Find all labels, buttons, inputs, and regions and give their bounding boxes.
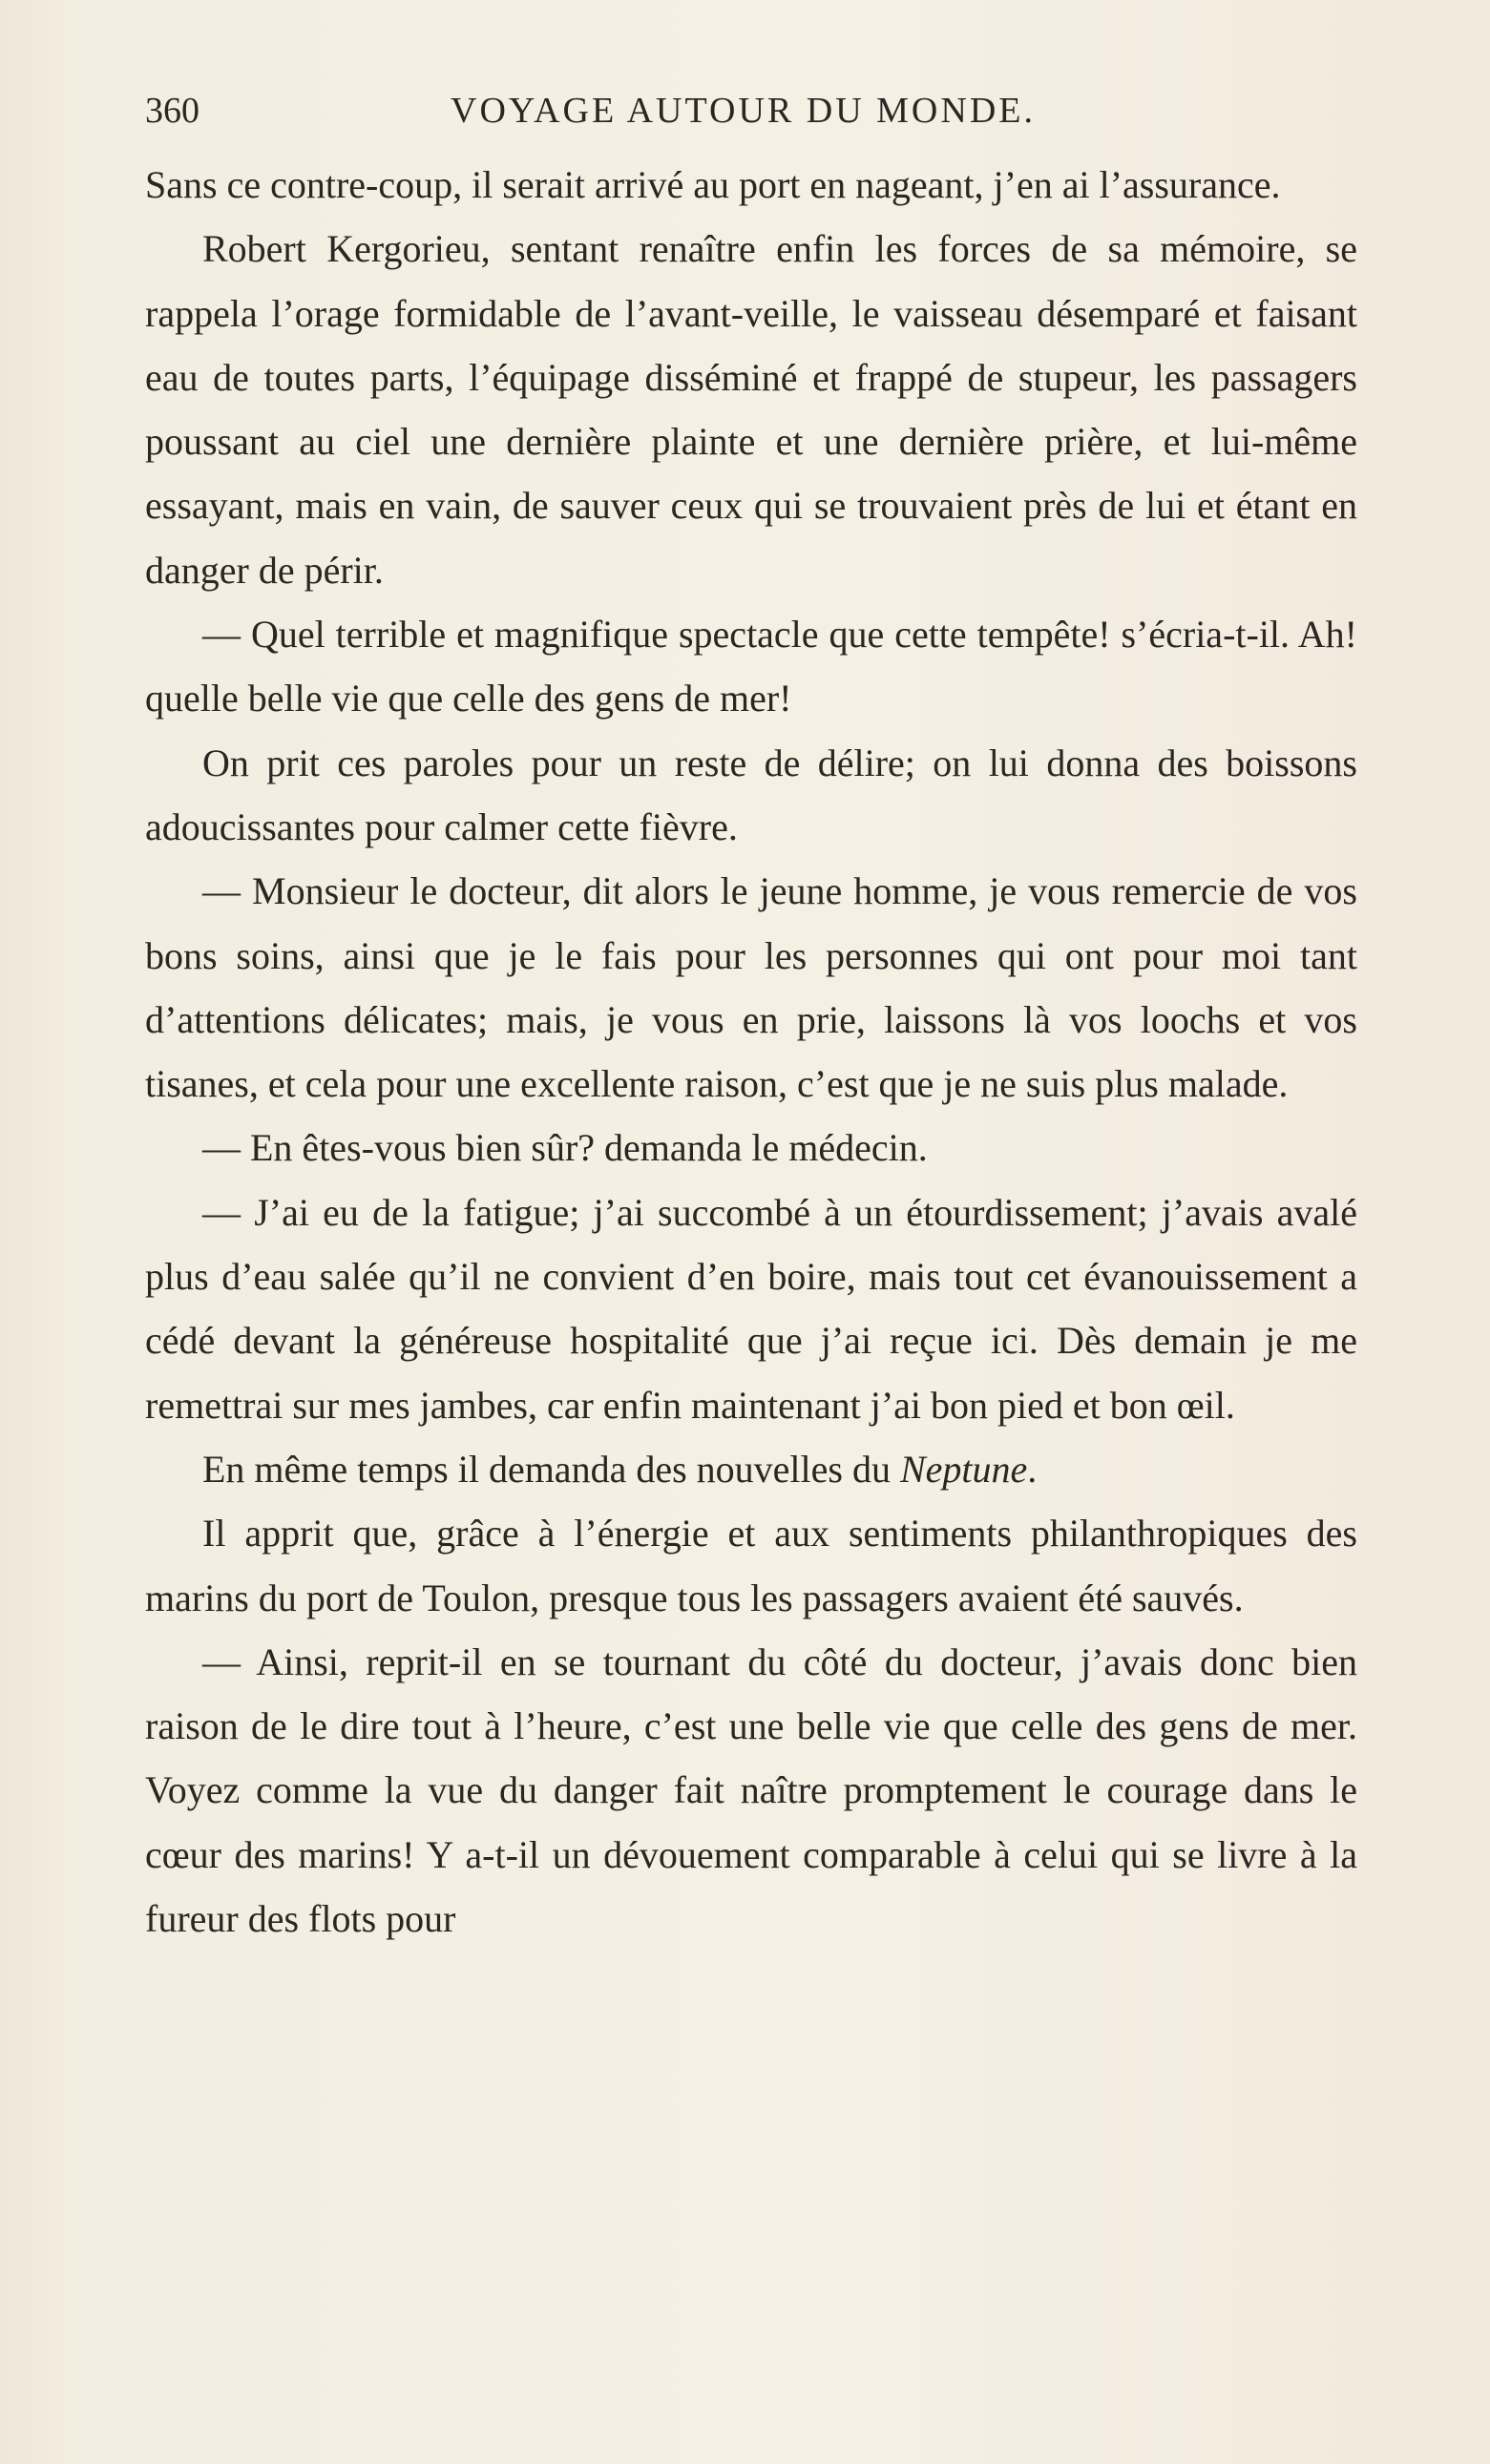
paragraph-2: Robert Kergorieu, sentant renaître enfin les forces de sa mémoire, se rappela l’orage formidable de l’avant-veille, le vaisseau désemparé et faisant eau de toutes parts, l’équipage disséminé et frappé de stupeur, les passagers poussant au ciel une dernière plainte et une dernière prière, et lui-même essayant, mais en vain, de sauver ceux qui se trouvaient près de lui et étant en danger de périr. xyxy=(145,227,1357,592)
ship-name: Neptune xyxy=(899,1447,1028,1491)
paragraph-9: Il apprit que, grâce à l’énergie et aux sentiments philanthropiques des marins du port de Toulon, presque tous les passagers avaient été sauvés. xyxy=(145,1512,1357,1619)
body-text xyxy=(145,153,1357,1951)
paragraph-10: — Ainsi, reprit-il en se tournant du côté du docteur, j’avais donc bien raison de le dire tout à l’heure, c’est une belle vie que celle des gens de mer. Voyez comme la vue du danger fait naître promptement le courage dans le cœur des marins! Y a-t-il un dévouement comparable à celui qui se livre à la fureur des flots pour xyxy=(145,1639,1357,1941)
paragraph-7: — J’ai eu de la fatigue; j’ai succombé à un étourdissement; j’avais avalé plus d’eau salée qu’il ne convient d’en boire, mais tout cet évanouissement a cédé devant la généreuse hospitalité que j’ai reçue ici. Dès demain je me remettrai sur mes jambes, car enfin maintenant j’ai bon pied et bon œil. xyxy=(145,1190,1357,1427)
paragraph-8-after: . xyxy=(1027,1447,1038,1491)
page-number: 360 xyxy=(145,91,199,131)
paragraph-1: Sans ce contre-coup, il serait arrivé au port en nageant, j’en ai l’assurance. xyxy=(145,163,1281,206)
running-head xyxy=(145,88,1357,134)
paragraph-8 xyxy=(145,1437,1357,1501)
paragraph-4: On prit ces paroles pour un reste de délire; on lui donna des boissons adoucissantes pour calmer cette fièvre. xyxy=(145,741,1357,848)
paragraph-3: — Quel terrible et magnifique spectacle que cette tempête! s’écria-t-il. Ah! quelle belle vie que celle des gens de mer! xyxy=(145,613,1357,720)
running-title: VOYAGE AUTOUR DU MONDE. xyxy=(451,91,1036,131)
paragraph-6: — En êtes-vous bien sûr? demanda le médecin. xyxy=(202,1126,928,1170)
paragraph-5: — Monsieur le docteur, dit alors le jeune homme, je vous remercie de vos bons soins, ainsi que je le fais pour les personnes qui ont pour moi tant d’attentions délicates; mais, je vous en prie, laissons là vos loochs et vos tisanes, et cela pour une excellente raison, c’est que je ne suis plus malade. xyxy=(145,869,1357,1106)
paragraph-8-before: En même temps il demanda des nouvelles du xyxy=(202,1447,900,1491)
